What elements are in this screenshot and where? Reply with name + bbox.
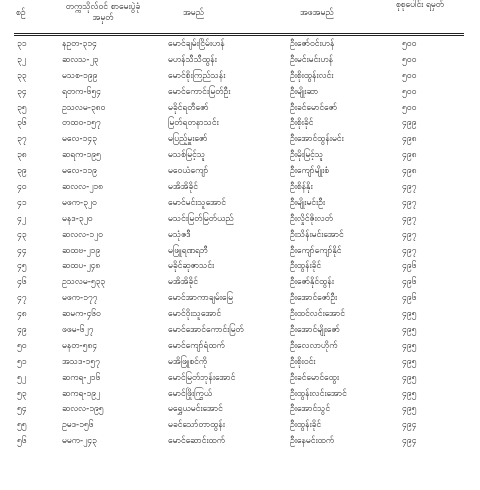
serial-cell: ၄၇	[17, 293, 27, 304]
name-cell: မဝေယံကျော်	[168, 166, 209, 177]
table-row	[0, 402, 480, 418]
roll-number-cell: ဆလလ-၂၁၈	[62, 182, 104, 193]
name-cell: မခင်သော်တာထွန်း	[168, 420, 225, 431]
total-marks-cell: ၄၉၅	[402, 340, 417, 351]
roll-number-cell: ဆရက-၁၉၅	[62, 150, 101, 161]
serial-cell: ၄၂	[17, 213, 26, 224]
father-name-cell: ဦးမျိုးဆာ	[290, 86, 319, 97]
father-name-cell: ဦးသိန်းမင်းအောင်	[290, 229, 344, 240]
total-marks-cell: ၅၀၀	[402, 39, 417, 49]
table-row	[0, 37, 480, 53]
roll-number-cell: ဆမက-၄၆၀	[62, 309, 101, 320]
table-row	[0, 418, 480, 434]
father-name-cell: ဦးစိုးထွန်းလင်း	[290, 70, 334, 81]
total-marks-cell: ၄၉၄	[402, 420, 417, 431]
roll-number-cell: မသစ-၁၉၉	[62, 70, 98, 81]
total-marks-cell: ၄၉၅	[402, 404, 417, 415]
header-rule-bottom	[14, 35, 464, 36]
roll-number-cell: မဖက-၃၂၀	[62, 197, 97, 208]
name-cell: မအိအိခိုင်	[168, 182, 198, 193]
roll-number-cell: ဆလလ-၁၉၅	[62, 404, 104, 415]
roll-number-cell: မနတ-၅၈၄	[62, 340, 98, 351]
roll-number-cell: မဖက-၁၇၇	[62, 293, 98, 304]
table-row	[0, 291, 480, 307]
name-cell: မခိုင်ဆုဇာသင်း	[168, 261, 215, 272]
total-marks-cell: ၄၉၅	[402, 388, 417, 399]
table-row	[0, 244, 480, 260]
table-row	[0, 228, 480, 244]
total-marks-cell: ၄၉၇	[402, 245, 417, 256]
father-name-cell: ဦးစိုးဝင်း	[290, 356, 316, 367]
total-marks-cell: ၄၉၈	[402, 134, 417, 145]
father-name-cell: ဦးအောင်ဇော်ဦး	[290, 293, 338, 304]
serial-cell: ၅၁	[17, 356, 27, 367]
roll-number-cell: ဥသလမ-၅၃၃	[62, 277, 106, 288]
roll-number-cell: ဆထပ-၂၄၈	[62, 261, 101, 272]
table-row	[0, 148, 480, 164]
father-name-cell: ဦးခင်မောင်ထွေး	[290, 372, 340, 383]
roll-number-cell: ဆကရ-၂၁၆	[62, 372, 101, 383]
roll-number-cell: ဆထဗ-၂၁၉	[62, 245, 101, 256]
serial-cell: ၅၃	[17, 388, 27, 399]
header-rule-top	[14, 33, 464, 34]
header-serial: စဉ်	[16, 8, 26, 18]
table-row	[0, 164, 480, 180]
serial-cell: ၃၃	[17, 70, 27, 81]
roll-number-cell: ဆကရ-၁၉၂	[62, 388, 101, 399]
roll-number-cell: ဖဖမ-၆၂၇	[62, 325, 94, 336]
table-row	[0, 434, 480, 450]
name-cell: မောင်ကောင်းမြတ်ဦး	[168, 86, 231, 97]
name-cell: မဖြူရဏရဘီ	[168, 245, 209, 256]
table-row	[0, 85, 480, 101]
total-marks-cell: ၄၉၇	[402, 182, 417, 193]
serial-cell: ၅၀	[17, 340, 27, 351]
serial-cell: ၄၁	[17, 197, 27, 208]
father-name-cell: ဦးထွန်းလင်းအောင်	[290, 388, 347, 399]
serial-cell: ၄၃	[17, 229, 27, 240]
father-name-cell: ဦးမင်းမင်းဟန်	[290, 54, 334, 65]
name-cell: မဟန်သီသီထွန်း	[168, 54, 217, 65]
total-marks-cell: ၄၉၈	[402, 150, 417, 161]
name-cell: မောင်ဖြိုးကြွယ်	[168, 388, 213, 399]
total-marks-cell: ၄၉၅	[402, 356, 417, 367]
total-marks-cell: ၅၀၀	[402, 102, 417, 113]
table-row	[0, 307, 480, 323]
father-name-cell: ဦးကျော်မျိုးစံ	[290, 166, 330, 177]
total-marks-cell: ၄၉၇	[402, 197, 417, 208]
serial-cell: ၄၄	[17, 245, 27, 256]
roll-number-cell: ဥသလမ-၃၈၀	[62, 102, 106, 113]
serial-cell: ၃၂	[17, 54, 26, 65]
table-row	[0, 196, 480, 212]
father-name-cell: ဦးအောင်သွင်	[290, 404, 331, 415]
name-cell: မောင်ကျော်ရံထက်	[168, 340, 225, 351]
table-row	[0, 339, 480, 355]
name-cell: မောင်အောင်ကောင်းမြတ်	[168, 325, 244, 336]
name-cell: မောင်ချမ်းငြိမ်းဟန်	[168, 39, 225, 49]
name-cell: မသင်းမြတ်မြတ်ယည်	[168, 213, 234, 224]
total-marks-cell: ၅၀၀	[402, 54, 417, 65]
serial-cell: ၃၇	[17, 134, 27, 145]
father-name-cell: ဦးကျော်ကျော်နိုင်	[290, 245, 342, 256]
header-roll-number: တက္ကသိုလ်ဝင် စာမေးပွဲခုံအမှတ်	[65, 2, 141, 23]
total-marks-cell: ၄၉၄	[402, 436, 417, 447]
roll-number-cell: မလေ-၁၁၉	[62, 166, 97, 177]
serial-cell: ၅၂	[17, 372, 26, 383]
name-cell: မောင်စိုးကြည်သန်း	[168, 70, 226, 81]
name-cell: မသစ်မြင့်သူ	[168, 150, 206, 161]
table-row	[0, 212, 480, 228]
table-row	[0, 69, 480, 85]
roll-number-cell: မနဒ-၃၂၀	[62, 213, 93, 224]
father-name-cell: ဦးအောင်ထွန်းမင်း	[290, 134, 344, 145]
roll-number-cell: မမက-၂၄၃	[62, 436, 97, 447]
roll-number-cell: တထဝ-၁၅၇	[62, 118, 101, 129]
results-table-body	[0, 37, 480, 450]
serial-cell: ၄၀	[17, 182, 27, 193]
father-name-cell: ဦးဇော်ဝင်းဟန်	[290, 39, 335, 49]
name-cell: မပြည့်မှူးဇော်	[168, 134, 208, 145]
header-total-marks: စုစုပေါင်း ရမှတ်	[395, 0, 445, 10]
name-cell: မသုံဇဒီ	[168, 229, 191, 240]
serial-cell: ၄၅	[17, 261, 27, 272]
table-row	[0, 387, 480, 403]
name-cell: မြတ်ရတနာသင်း	[168, 118, 219, 129]
table-row	[0, 180, 480, 196]
roll-number-cell: ရတက-၆၅၄	[62, 86, 101, 97]
serial-cell: ၃၄	[17, 86, 27, 97]
roll-number-cell: ဆလသ-၂၃	[62, 54, 99, 65]
table-row	[0, 101, 480, 117]
father-name-cell: ဦးခင်မောင်ဇော်	[290, 102, 338, 113]
total-marks-cell: ၄၉၆	[402, 293, 417, 304]
total-marks-cell: ၄၉၅	[402, 325, 417, 336]
roll-number-cell: ဥမဒ-၁၅၆	[62, 420, 94, 431]
header-name: အမည်	[183, 8, 204, 18]
serial-cell: ၄၆	[17, 277, 27, 288]
header-father-name: အဖအမည်	[300, 8, 334, 18]
father-name-cell: ဦးထွန်းခိုင်	[290, 420, 322, 431]
total-marks-cell: ၅၀၀	[402, 86, 417, 97]
name-cell: မောင်အာကာချမ်းမြေ	[168, 293, 233, 304]
roll-number-cell: နဥတ-၃၁၄	[62, 39, 97, 49]
father-name-cell: ဦးထွန်းခိုင်	[290, 261, 322, 272]
father-name-cell: ဦးဇော်နိုင်ထွန်း	[290, 277, 334, 288]
roll-number-cell: အသဒ-၁၅၇	[62, 356, 100, 367]
serial-cell: ၃၆	[17, 118, 27, 129]
table-header	[0, 0, 480, 34]
father-name-cell: ဦးလှိုင်ဇိုးလတ်	[290, 213, 334, 224]
table-row	[0, 53, 480, 69]
table-row	[0, 259, 480, 275]
father-name-cell: ဦးထင်လင်းအောင်	[290, 309, 345, 320]
name-cell: မောင်ဆောင်းထက်	[168, 436, 226, 447]
table-row	[0, 275, 480, 291]
name-cell: မခိုင်ရတီဇော်	[168, 102, 209, 113]
name-cell: မရွှေယမင်းအောင်	[168, 404, 223, 415]
serial-cell: ၄၉	[17, 325, 27, 336]
serial-cell: ၃၁	[17, 39, 27, 49]
serial-cell: ၄၈	[17, 309, 27, 320]
total-marks-cell: ၄၉၅	[402, 309, 417, 320]
father-name-cell: ဦးစိုးခိုင်	[290, 118, 314, 129]
father-name-cell: ဦးစိန်နိုး	[290, 182, 313, 193]
father-name-cell: ဦးနေမင်းထက်	[290, 436, 335, 447]
table-row	[0, 323, 480, 339]
total-marks-cell: ၄၉၇	[402, 229, 417, 240]
name-cell: မောင်မြတ်ဘုန်းအောင်	[168, 372, 236, 383]
total-marks-cell: ၄၉၇	[402, 213, 417, 224]
total-marks-cell: ၅၀၀	[402, 70, 417, 81]
name-cell: မောင်မင်းသူအောင်	[168, 197, 226, 208]
father-name-cell: ဦးအောင်မျိုးဇော်	[290, 325, 340, 336]
table-row	[0, 355, 480, 371]
table-row	[0, 132, 480, 148]
table-row	[0, 371, 480, 387]
serial-cell: ၅၆	[17, 436, 27, 447]
name-cell: မအိအိခိုင်	[168, 277, 198, 288]
total-marks-cell: ၄၉၅	[402, 372, 417, 383]
father-name-cell: ဦးလေလာဟိုက်	[290, 340, 338, 351]
roll-number-cell: မလေ-၁၄၃	[62, 134, 97, 145]
serial-cell: ၃၈	[17, 150, 27, 161]
serial-cell: ၃၅	[17, 102, 27, 113]
father-name-cell: ဦးမျိုးမင်းဦး	[290, 197, 326, 208]
total-marks-cell: ၄၉၉	[402, 118, 417, 129]
father-name-cell: ဦးမိုးမြင့်သူ	[290, 150, 324, 161]
serial-cell: ၅၅	[17, 420, 27, 431]
total-marks-cell: ၄၉၆	[402, 277, 417, 288]
table-row	[0, 116, 480, 132]
serial-cell: ၅၄	[17, 404, 27, 415]
name-cell: မအိဖြူစင်ကို	[168, 356, 208, 367]
total-marks-cell: ၄၉၈	[402, 166, 417, 177]
name-cell: မောင်ဝိုးသူအောင်	[168, 309, 222, 320]
roll-number-cell: ဆလလ-၁၂၀	[62, 229, 103, 240]
serial-cell: ၃၉	[17, 166, 27, 177]
total-marks-cell: ၄၉၆	[402, 261, 417, 272]
